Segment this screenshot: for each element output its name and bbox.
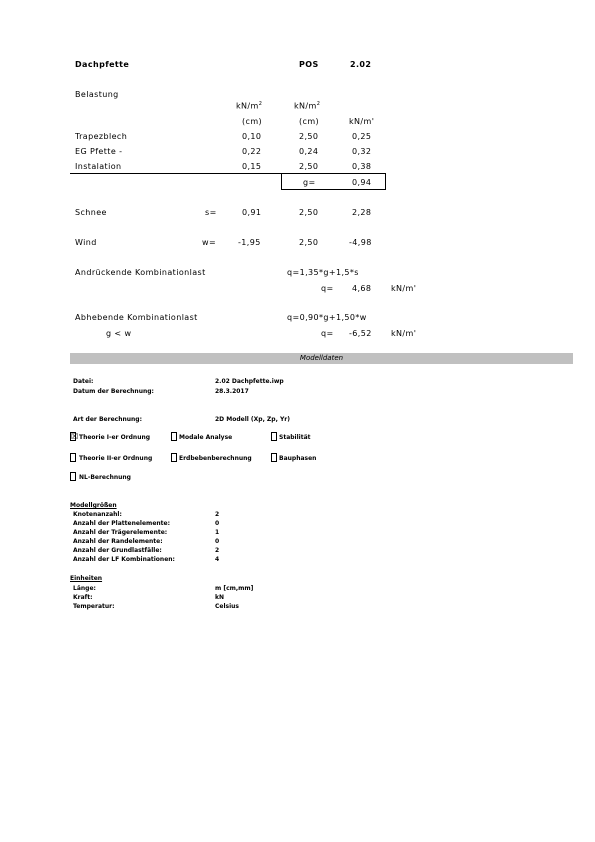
belastung-label: Belastung <box>75 90 119 99</box>
option-label: NL-Berechnung <box>79 474 131 481</box>
col-sub-c: kN/m' <box>349 117 375 126</box>
option-label: Bauphasen <box>279 455 317 462</box>
einheit-key: Kraft: <box>73 594 93 601</box>
einheit-value: kN <box>215 594 225 601</box>
modell-key: Knotenanzahl: <box>73 511 122 518</box>
col-sub-a: (cm) <box>242 117 263 126</box>
row-name: Instalation <box>75 162 122 171</box>
modell-key: Anzahl der Grundlastfälle: <box>73 547 162 554</box>
andrueckend-label: Andrückende Kombinationlast <box>75 268 206 277</box>
modell-value: 0 <box>215 520 220 527</box>
wind-label: Wind <box>75 238 97 247</box>
meta-value: 28.3.2017 <box>215 388 249 395</box>
pos-label: POS <box>299 60 319 69</box>
abhebend-unit: kN/m' <box>391 329 417 338</box>
abhebend-formula: q=0,90*g+1,50*w <box>287 313 367 322</box>
modell-key: Anzahl der Randelemente: <box>73 538 163 545</box>
checkbox-nl-berechnung[interactable] <box>70 472 76 481</box>
checkbox-theorie-2[interactable] <box>70 453 76 462</box>
option-label: Theorie I-er Ordnung <box>79 434 151 441</box>
row-c: 0,32 <box>352 147 372 156</box>
modell-value: 0 <box>215 538 220 545</box>
wind-b: 2,50 <box>299 238 319 247</box>
g-value: 0,94 <box>352 178 372 187</box>
row-name: EG Pfette - <box>75 147 123 156</box>
col-sub-b: (cm) <box>299 117 320 126</box>
modell-value: 2 <box>215 511 220 518</box>
abhebend-label: Abhebende Kombinationlast <box>75 313 198 322</box>
wind-symbol: w= <box>202 238 217 247</box>
schnee-b: 2,50 <box>299 208 319 217</box>
modell-key: Anzahl der LF Kombinationen: <box>73 556 175 563</box>
schnee-a: 0,91 <box>242 208 262 217</box>
row-c: 0,25 <box>352 132 372 141</box>
meta-value: 2.02 Dachpfette.iwp <box>215 378 284 385</box>
modellgroesse-title: Modellgrößen <box>70 502 117 509</box>
einheit-value: Celsius <box>215 603 239 610</box>
wind-a: -1,95 <box>238 238 261 247</box>
row-b: 0,24 <box>299 147 319 156</box>
schnee-symbol: s= <box>205 208 217 217</box>
option-label: Stabilität <box>279 434 311 441</box>
option-label: Modale Analyse <box>179 434 233 441</box>
checkbox-bauphasen[interactable] <box>271 453 277 462</box>
meta-key: Datei: <box>73 378 94 385</box>
modell-value: 4 <box>215 556 220 563</box>
checkbox-theorie-1[interactable]: ☒ <box>71 432 79 441</box>
abhebend-sub: g < w <box>106 329 132 338</box>
andrueckend-unit: kN/m' <box>391 284 417 293</box>
row-name: Trapezblech <box>75 132 128 141</box>
meta-key: Datum der Berechnung: <box>73 388 154 395</box>
einheit-value: m [cm,mm] <box>215 585 254 592</box>
modell-value: 2 <box>215 547 220 554</box>
section-title: Modelldaten <box>299 354 344 362</box>
row-c: 0,38 <box>352 162 372 171</box>
berechnung-key: Art der Berechnung: <box>73 416 142 423</box>
pos-value: 2.02 <box>350 60 372 69</box>
modell-value: 1 <box>215 529 220 536</box>
schnee-label: Schnee <box>75 208 107 217</box>
einheit-key: Temperatur: <box>73 603 115 610</box>
page-title: Dachpfette <box>75 60 130 69</box>
modell-key: Anzahl der Trägerelemente: <box>73 529 168 536</box>
checkbox-erdbeben[interactable] <box>171 453 177 462</box>
row-a: 0,22 <box>242 147 262 156</box>
abhebend-q-value: -6,52 <box>349 329 372 338</box>
option-label: Theorie II-er Ordnung <box>79 455 153 462</box>
checkbox-stabilitaet[interactable] <box>271 432 277 441</box>
row-b: 2,50 <box>299 162 319 171</box>
row-a: 0,15 <box>242 162 262 171</box>
row-b: 2,50 <box>299 132 319 141</box>
col-unit-b: $kN/m^2$ <box>294 101 321 111</box>
andrueckend-q-value: 4,68 <box>352 284 372 293</box>
andrueckend-q-label: q= <box>321 284 334 293</box>
schnee-c: 2,28 <box>352 208 372 217</box>
row-a: 0,10 <box>242 132 262 141</box>
andrueckend-formula: q=1,35*g+1,5*s <box>287 268 359 277</box>
modell-key: Anzahl der Plattenelemente: <box>73 520 170 527</box>
einheit-key: Länge: <box>73 585 96 592</box>
wind-c: -4,98 <box>349 238 372 247</box>
col-unit-a: $kN/m^2$ <box>236 101 263 111</box>
einheiten-title: Einheiten <box>70 575 103 582</box>
checkbox-modale-analyse[interactable] <box>171 432 177 441</box>
option-label: Erdbebenberechnung <box>179 455 252 462</box>
abhebend-q-label: q= <box>321 329 334 338</box>
g-label: g= <box>303 178 316 187</box>
berechnung-value: 2D Modell (Xp, Zp, Yr) <box>215 416 290 423</box>
